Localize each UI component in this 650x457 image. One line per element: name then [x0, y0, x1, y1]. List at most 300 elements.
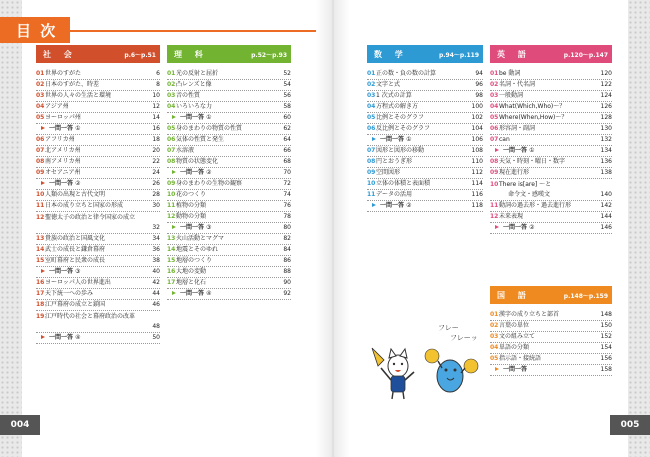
entry-page-number: 36	[152, 246, 160, 253]
entry-title: 文字と式	[376, 81, 401, 88]
entry-page-number: 40	[152, 268, 160, 275]
entry-page-number: 124	[600, 92, 612, 99]
english-review-link[interactable]	[490, 223, 612, 234]
blue-character	[425, 349, 478, 392]
japanese-subject: 国 語	[497, 290, 531, 300]
entry-page-number: 156	[600, 355, 612, 362]
entry-number: 08	[367, 158, 376, 165]
review-label: 一問一答	[180, 169, 205, 176]
social-toc-entry[interactable]	[36, 311, 160, 322]
entry-title: 花のつくり	[176, 191, 207, 198]
entry-title: 天下統一への歩み	[45, 290, 94, 297]
science-list	[167, 69, 291, 300]
entry-page-number: 60	[283, 114, 291, 121]
entry-page-number: 140	[600, 191, 612, 198]
triangle-arrow-icon	[372, 137, 376, 141]
entry-title: ヨーロッパ州	[45, 114, 81, 121]
entry-number	[36, 266, 49, 277]
entry-page-number: 118	[471, 202, 483, 209]
entry-page-number: 56	[283, 92, 291, 99]
entry-title: 植物の分類	[176, 202, 207, 209]
entry-number: 16	[36, 279, 45, 286]
triangle-arrow-icon	[41, 126, 45, 130]
entry-title: 正の数・負の数の計算	[376, 70, 437, 77]
entry-page-number: 78	[283, 213, 291, 220]
entry-title	[49, 266, 150, 277]
entry-page-number: 120	[600, 70, 612, 77]
entry-page-number: 146	[600, 224, 612, 231]
science-subject: 理 科	[174, 49, 208, 59]
review-label: 一問一答	[503, 147, 528, 154]
entry-number: 06	[367, 125, 376, 132]
entry-page-number: 152	[600, 333, 612, 340]
triangle-arrow-icon	[172, 115, 176, 119]
entry-number: 09	[367, 169, 376, 176]
entry-page-number: 108	[471, 147, 483, 154]
math-section	[367, 45, 483, 212]
entry-title: 1 次式の計算	[376, 92, 412, 99]
entry-page-number: 34	[152, 235, 160, 242]
entry-title: 火山活動とマグマ	[176, 235, 225, 242]
entry-number: 05	[490, 355, 499, 362]
entry-page-number: 100	[471, 103, 483, 110]
english-subject: 英 語	[497, 49, 531, 59]
science-header	[167, 45, 291, 63]
japanese-header	[490, 286, 612, 304]
entry-title: 地層のつくり	[176, 257, 213, 264]
entry-title: 世界のすがた	[45, 70, 82, 77]
entry-number: 03	[167, 92, 176, 99]
entry-page-number: 154	[600, 344, 612, 351]
triangle-arrow-icon	[495, 148, 499, 152]
review-number: ②	[75, 180, 81, 187]
entry-title: 室町幕府と民衆の成長	[45, 257, 106, 264]
review-label: 一問一答	[180, 114, 205, 121]
entry-page-number: 32	[152, 224, 160, 231]
triangle-arrow-icon	[41, 269, 45, 273]
entry-page-number: 126	[600, 103, 612, 110]
entry-title: 物質の状態変化	[176, 158, 219, 165]
entry-number: 17	[167, 279, 176, 286]
entry-page-number: 82	[283, 235, 291, 242]
social-review-link[interactable]	[36, 333, 160, 344]
entry-page-number: 30	[152, 202, 160, 209]
entry-title: アフリカ州	[45, 136, 75, 143]
entry-title	[180, 112, 281, 123]
entry-title	[180, 167, 281, 178]
entry-page-number: 112	[471, 169, 483, 176]
cheer-text-line-1: フレー	[438, 324, 459, 332]
entry-page-number: 136	[600, 158, 612, 165]
entry-title: 日本のすがた、時差	[45, 81, 100, 88]
entry-number: 17	[36, 290, 45, 297]
entry-number: 14	[167, 246, 176, 253]
entry-title: 貴族の政治と国風文化	[45, 235, 106, 242]
entry-number: 06	[167, 136, 176, 143]
entry-title: 現在進行形	[499, 169, 530, 176]
review-number: ①	[406, 136, 412, 143]
review-label: 一問一答	[49, 125, 74, 132]
entry-title: What(Which,Who)〜？	[499, 103, 566, 110]
entry-number: 12	[490, 213, 499, 220]
triangle-arrow-icon	[172, 170, 176, 174]
entry-number: 07	[367, 147, 376, 154]
entry-title: 日本の成り立ちと国家の形成	[45, 202, 124, 209]
entry-number	[36, 332, 49, 343]
page-edge-right	[628, 0, 650, 457]
social-section	[36, 45, 160, 344]
english-list	[490, 69, 612, 234]
japanese-section	[490, 286, 612, 376]
entry-title: 方程式の解き方	[376, 103, 419, 110]
entry-number: 10	[490, 181, 499, 188]
entry-page-number: 28	[152, 191, 160, 198]
entry-title: 南アメリカ州	[45, 158, 81, 165]
entry-number: 01	[167, 70, 176, 77]
science-review-link[interactable]	[167, 289, 291, 300]
entry-number	[36, 123, 49, 134]
entry-number	[367, 200, 380, 211]
entry-page-number: 12	[152, 103, 160, 110]
entry-page-number: 148	[600, 311, 612, 318]
entry-title: 反比例とそのグラフ	[376, 125, 431, 132]
entry-page-number: 8	[156, 81, 160, 88]
entry-number: 03	[490, 333, 499, 340]
entry-page-number: 14	[152, 114, 160, 121]
entry-number: 07	[490, 136, 499, 143]
entry-page-number: 90	[283, 279, 291, 286]
entry-number: 04	[490, 344, 499, 351]
entry-number: 16	[167, 268, 176, 275]
entry-number: 10	[167, 191, 176, 198]
entry-title	[503, 364, 599, 375]
entry-page-number: 128	[600, 114, 612, 121]
entry-number: 13	[36, 235, 45, 242]
entry-title	[180, 288, 281, 299]
review-label: 一問一答	[380, 202, 405, 209]
entry-page-number: 98	[475, 92, 483, 99]
social-page-range: p.6〜p.51	[124, 51, 156, 59]
entry-number: 13	[167, 235, 176, 242]
page-edge-left	[0, 0, 22, 457]
entry-page-number: 122	[600, 81, 612, 88]
entry-title: 図形と図形の移動	[376, 147, 425, 154]
entry-title: 江戸幕府の成立と鎖国	[45, 301, 106, 308]
entry-title: 立体の体積と表面積	[376, 180, 431, 187]
review-number: ②	[406, 202, 412, 209]
entry-title: 文の組み立て	[499, 333, 536, 340]
entry-title: 地震とそのゆれ	[176, 246, 219, 253]
entry-number: 01	[367, 70, 376, 77]
english-section	[490, 45, 612, 234]
math-page-range: p.94〜p.119	[438, 51, 479, 59]
entry-number	[36, 178, 49, 189]
entry-page-number: 110	[471, 158, 483, 165]
social-header	[36, 45, 160, 63]
entry-title: 動詞の過去形・過去進行形	[499, 202, 572, 209]
entry-page-number: 142	[600, 202, 612, 209]
entry-number: 02	[490, 322, 499, 329]
entry-number: 05	[367, 114, 376, 121]
english-header	[490, 45, 612, 63]
review-number: ④	[206, 290, 212, 297]
entry-page-number: 50	[152, 334, 160, 341]
japanese-page-range: p.148〜p.159	[563, 292, 608, 300]
entry-title: 北アメリカ州	[45, 147, 81, 154]
entry-number: 03	[490, 92, 499, 99]
entry-number: 08	[167, 158, 176, 165]
entry-page-number: 94	[475, 70, 483, 77]
entry-number: 04	[167, 103, 176, 110]
entry-title: 音の性質	[176, 92, 201, 99]
entry-title: 円とおうぎ形	[376, 158, 413, 165]
entry-page-number: 130	[600, 125, 612, 132]
entry-number: 04	[367, 103, 376, 110]
entry-title: 武士の成長と鎌倉幕府	[45, 246, 106, 253]
review-number: ①	[75, 125, 81, 132]
entry-page-number: 18	[152, 136, 160, 143]
entry-number: 05	[36, 114, 45, 121]
entry-number: 19	[36, 313, 45, 320]
entry-number: 09	[490, 169, 499, 176]
triangle-arrow-icon	[372, 203, 376, 207]
entry-page-number: 48	[152, 323, 160, 330]
entry-page-number: 132	[600, 136, 612, 143]
entry-title: Where(When,How)〜？	[499, 114, 568, 121]
review-number: ②	[529, 224, 535, 231]
entry-page-number: 6	[156, 70, 160, 77]
entry-page-number: 144	[600, 213, 612, 220]
entry-page-number: 76	[283, 202, 291, 209]
entry-title: 大地の変動	[176, 268, 207, 275]
entry-page-number: 52	[283, 70, 291, 77]
entry-page-number: 20	[152, 147, 160, 154]
entry-number: 15	[36, 257, 45, 264]
title-rule	[70, 30, 316, 32]
entry-number: 02	[490, 81, 499, 88]
entry-title	[503, 145, 599, 156]
entry-page-number: 138	[600, 169, 612, 176]
entry-title	[180, 222, 281, 233]
entry-number: 14	[36, 246, 45, 253]
cheering-characters-illustration	[368, 318, 486, 400]
entry-title: 言葉の単位	[499, 322, 530, 329]
triangle-arrow-icon	[172, 291, 176, 295]
social-subject: 社 会	[43, 49, 77, 59]
triangle-arrow-icon	[41, 181, 45, 185]
page-number-left: 004	[0, 415, 40, 435]
entry-number: 01	[490, 70, 499, 77]
entry-number: 12	[36, 214, 45, 221]
english-page-range: p.120〜p.147	[563, 51, 608, 59]
entry-number: 15	[167, 257, 176, 264]
entry-title: 空間図形	[376, 169, 401, 176]
cat-character	[372, 348, 414, 399]
social-toc-entry[interactable]	[36, 212, 160, 223]
entry-title: 形容詞・副詞	[499, 125, 536, 132]
review-label: 一問一答	[49, 334, 74, 341]
entry-title: 動物の分類	[176, 213, 207, 220]
social-list	[36, 69, 160, 344]
review-label: 一問一答	[49, 268, 74, 275]
entry-number	[167, 112, 180, 123]
entry-number: 05	[167, 125, 176, 132]
triangle-arrow-icon	[172, 225, 176, 229]
entry-title: いろいろな力	[176, 103, 213, 110]
entry-page-number: 70	[283, 169, 291, 176]
entry-page-number: 116	[471, 191, 483, 198]
entry-number: 18	[36, 301, 45, 308]
science-section	[167, 45, 291, 300]
entry-number: 03	[367, 92, 376, 99]
entry-title: 聖徳太子の政治と律令国家の成立	[45, 214, 136, 221]
review-label: 一問一答	[503, 366, 528, 373]
entry-title: 身のまわりの生物の観察	[176, 180, 243, 187]
page-number-right: 005	[610, 415, 650, 435]
entry-number: 07	[167, 147, 176, 154]
math-review-link[interactable]	[367, 201, 483, 212]
book-gutter	[316, 0, 350, 457]
review-number: ①	[206, 114, 212, 121]
entry-title: 単語の分類	[499, 344, 530, 351]
entry-number: 11	[490, 202, 499, 209]
entry-page-number: 42	[152, 279, 160, 286]
entry-title	[380, 200, 470, 211]
entry-number: 06	[36, 136, 45, 143]
entry-page-number: 150	[600, 322, 612, 329]
entry-page-number: 102	[471, 114, 483, 121]
entry-title: 一般動詞	[499, 92, 524, 99]
entry-number: 09	[36, 169, 45, 176]
japanese-list	[490, 310, 612, 376]
entry-page-number: 10	[152, 92, 160, 99]
entry-number: 06	[490, 125, 499, 132]
review-label: 一問一答	[180, 224, 205, 231]
entry-number: 03	[36, 92, 45, 99]
entry-page-number: 86	[283, 257, 291, 264]
entry-number: 11	[167, 202, 176, 209]
social-toc-entry[interactable]	[36, 201, 160, 212]
entry-page-number: 26	[152, 180, 160, 187]
entry-page-number: 84	[283, 246, 291, 253]
entry-number	[367, 134, 380, 145]
entry-page-number: 62	[283, 125, 291, 132]
entry-number: 11	[367, 191, 376, 198]
entry-title: 未来表現	[499, 213, 524, 220]
entry-page-number: 46	[152, 301, 160, 308]
page-title: 目 次	[16, 22, 58, 40]
entry-title	[49, 123, 150, 134]
entry-page-number: 80	[283, 224, 291, 231]
entry-title	[380, 134, 470, 145]
review-label: 一問一答	[503, 224, 528, 231]
entry-number: 04	[490, 103, 499, 110]
entry-title: 水溶液	[176, 147, 195, 154]
entry-page-number: 134	[600, 147, 612, 154]
entry-title: ヨーロッパ人の世界進出	[45, 279, 111, 286]
entry-number: 09	[167, 180, 176, 187]
japanese-review-link[interactable]	[490, 365, 612, 376]
entry-title: 比例とそのグラフ	[376, 114, 425, 121]
math-list	[367, 69, 483, 212]
entry-title: 名詞・代名詞	[499, 81, 536, 88]
entry-number: 02	[36, 81, 45, 88]
cheer-text-line-2: フレーッ	[450, 334, 478, 342]
entry-title: can	[499, 136, 510, 143]
entry-page-number: 96	[475, 81, 483, 88]
entry-number: 01	[36, 70, 45, 77]
entry-number: 02	[367, 81, 376, 88]
entry-page-number: 24	[152, 169, 160, 176]
review-number: ④	[75, 334, 81, 341]
entry-page-number: 88	[283, 268, 291, 275]
entry-number: 11	[36, 202, 45, 209]
entry-number	[490, 145, 503, 156]
entry-page-number: 114	[471, 180, 483, 187]
entry-title: 光の反射と屈折	[176, 70, 219, 77]
math-subject: 数 学	[374, 49, 408, 59]
social-toc-entry[interactable]	[36, 300, 160, 311]
review-number: ③	[206, 224, 212, 231]
review-number: ③	[75, 268, 81, 275]
toc-title-box	[0, 17, 70, 43]
entry-title	[503, 222, 599, 233]
entry-page-number: 158	[600, 366, 612, 373]
entry-page-number: 16	[152, 125, 160, 132]
english-toc-entry[interactable]	[490, 168, 612, 179]
review-label: 一問一答	[180, 290, 205, 297]
science-page-range: p.52〜p.93	[251, 51, 287, 59]
entry-title: データの活用	[376, 191, 413, 198]
entry-title: オセアニア州	[45, 169, 81, 176]
math-header	[367, 45, 483, 63]
entry-page-number: 44	[152, 290, 160, 297]
entry-number: 10	[367, 180, 376, 187]
entry-title: There is[are] 〜と	[499, 181, 552, 188]
entry-number	[167, 222, 180, 233]
triangle-arrow-icon	[41, 335, 45, 339]
entry-title: 気体の性質と発生	[176, 136, 225, 143]
entry-number: 05	[490, 114, 499, 121]
entry-number: 04	[36, 103, 45, 110]
review-label: 一問一答	[49, 180, 74, 187]
entry-number: 10	[36, 191, 45, 198]
entry-page-number: 66	[283, 147, 291, 154]
triangle-arrow-icon	[495, 367, 499, 371]
entry-number	[167, 288, 180, 299]
entry-number: 08	[36, 158, 45, 165]
entry-page-number: 54	[283, 81, 291, 88]
entry-title: be 動詞	[499, 70, 521, 77]
entry-title: 地層と化石	[176, 279, 207, 286]
entry-page-number: 74	[283, 191, 291, 198]
entry-page-number: 58	[283, 103, 291, 110]
triangle-arrow-icon	[495, 225, 499, 229]
entry-title: 人類の出現と古代文明	[45, 191, 106, 198]
entry-title: アジア州	[45, 103, 69, 110]
entry-title: 命令文・感嘆文	[508, 191, 551, 198]
entry-title	[49, 332, 150, 343]
entry-page-number: 106	[471, 136, 483, 143]
entry-title: 天気・時刻・曜日・数字	[499, 158, 566, 165]
entry-page-number: 72	[283, 180, 291, 187]
entry-title	[49, 178, 150, 189]
entry-number: 07	[36, 147, 45, 154]
entry-title: 身のまわりの物質の性質	[176, 125, 243, 132]
entry-number: 12	[167, 213, 176, 220]
entry-title: 指示語・接続語	[499, 355, 542, 362]
entry-page-number: 92	[283, 290, 291, 297]
